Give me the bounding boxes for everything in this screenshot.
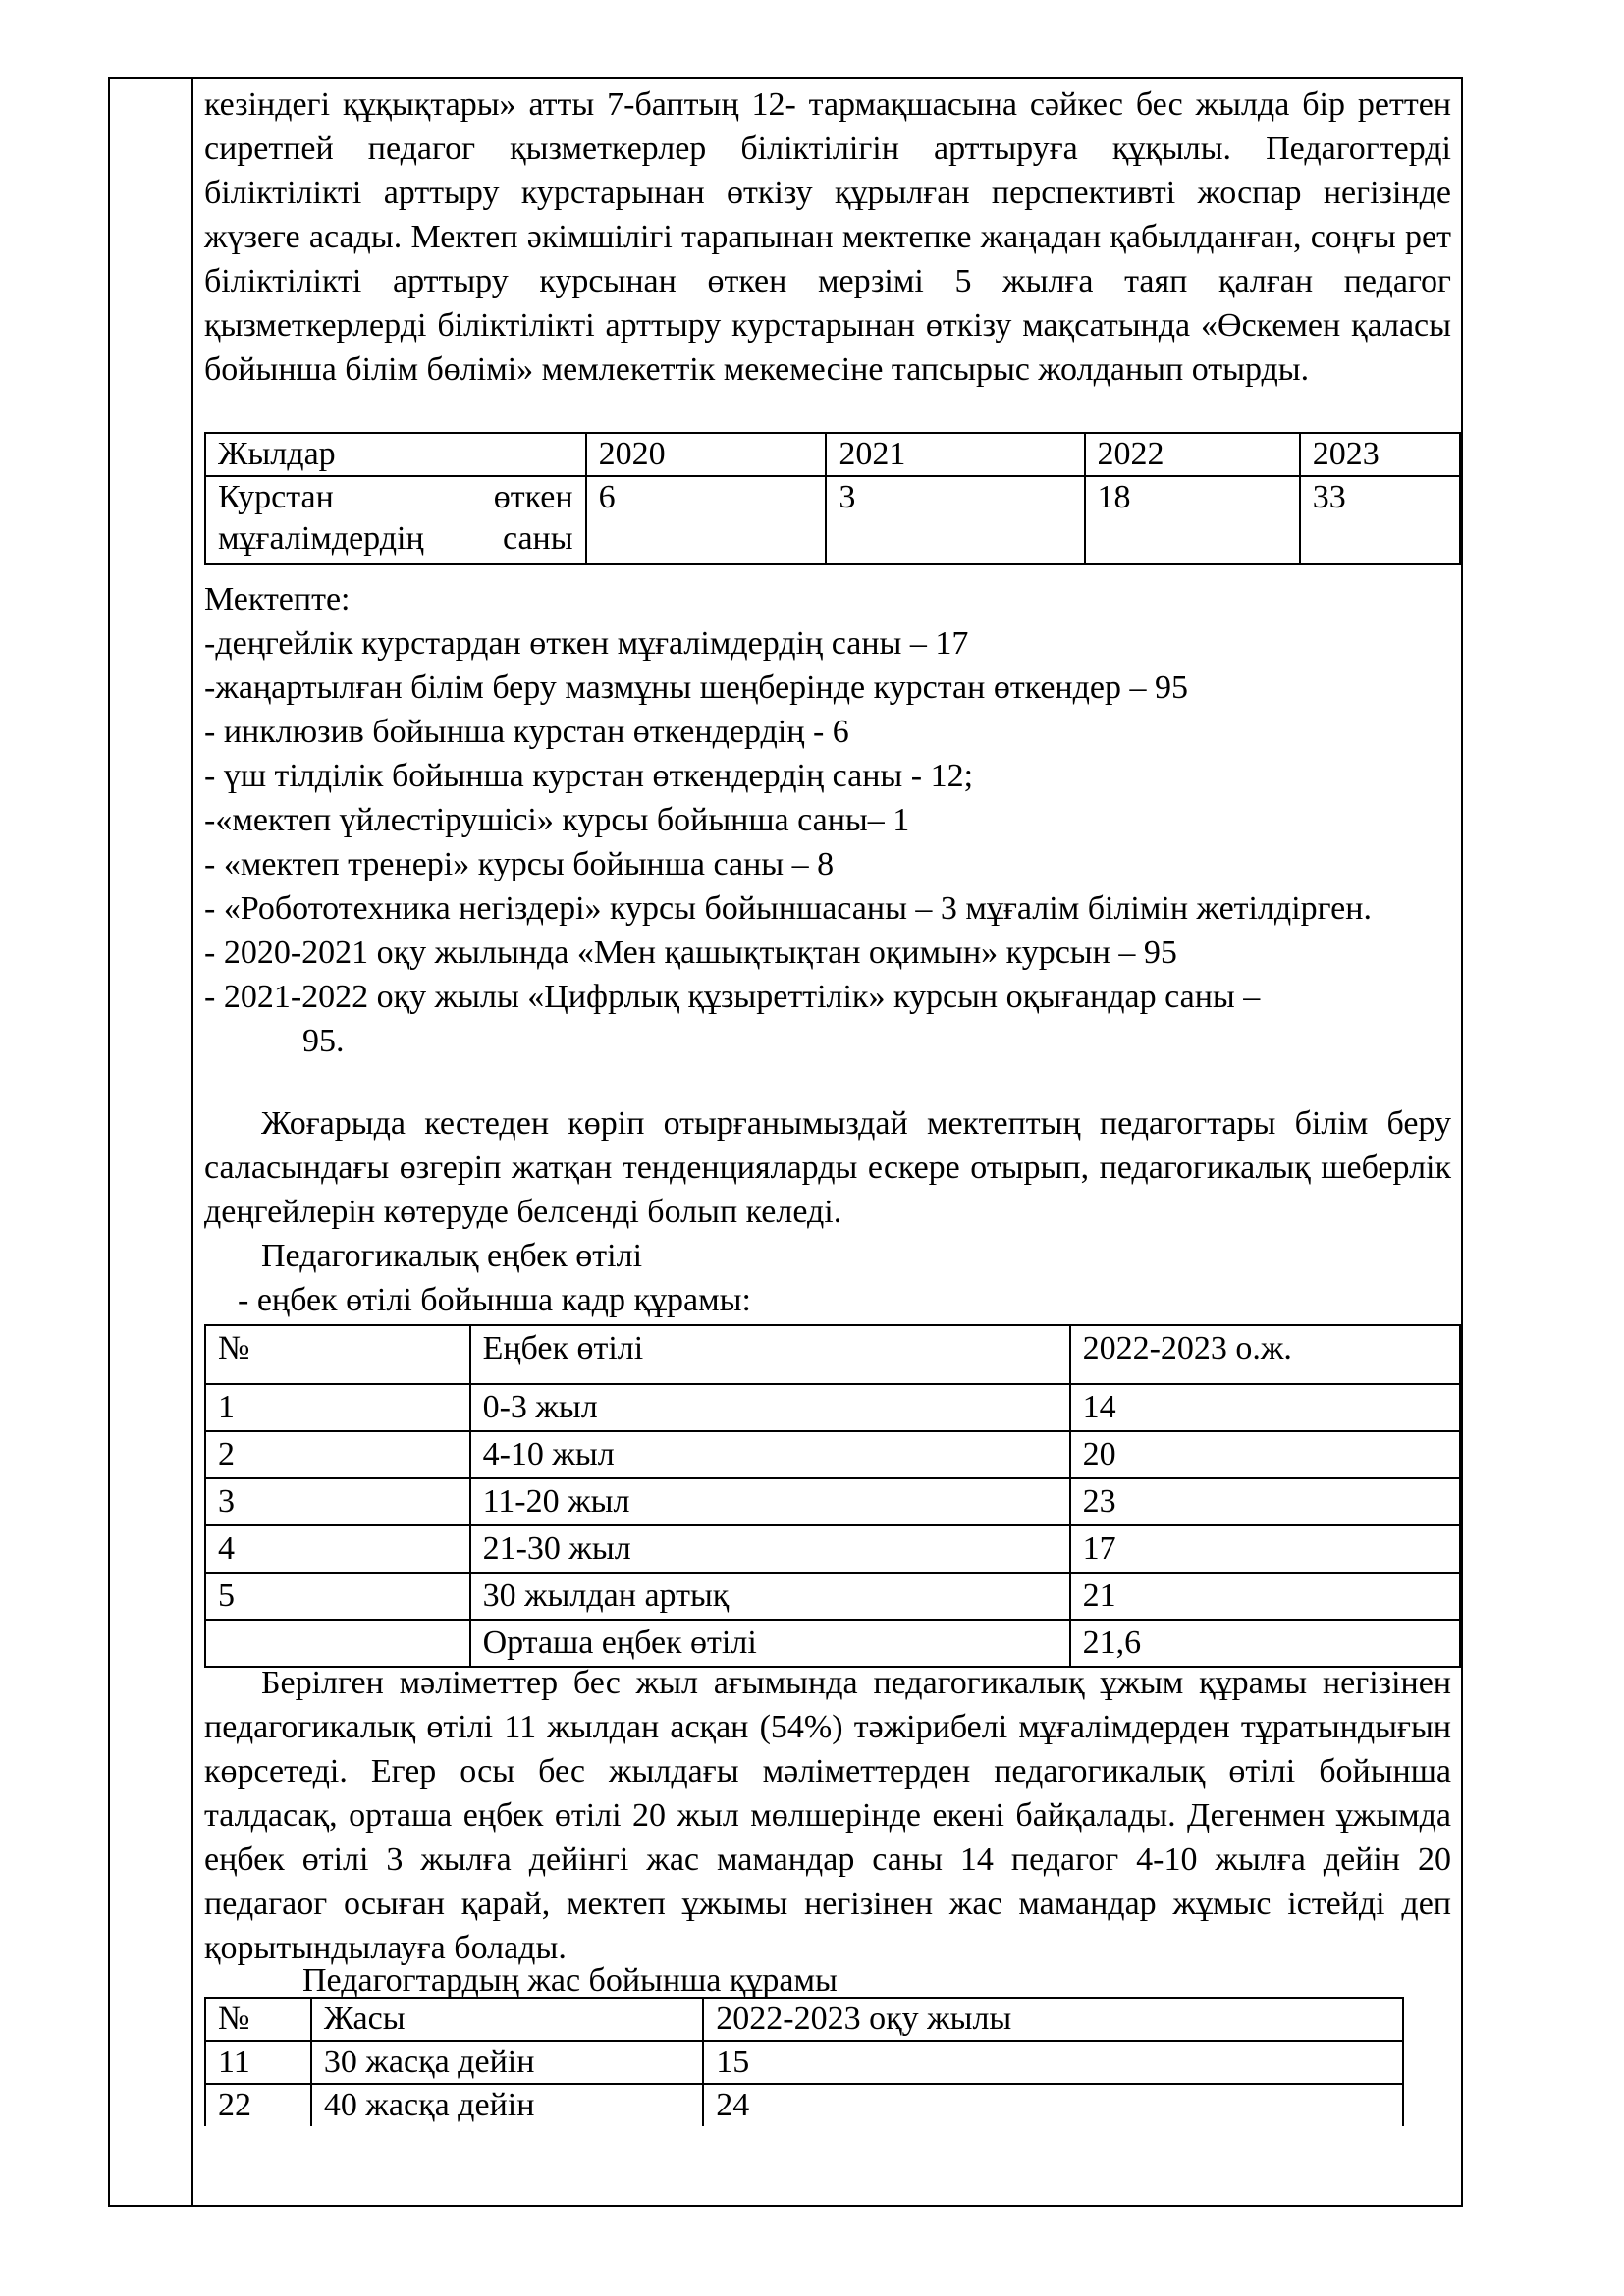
summary-section [204, 1101, 1451, 1322]
table-row [205, 1431, 1460, 1478]
table-cell: 5 [205, 1573, 470, 1620]
table-cell: 20 [1070, 1431, 1460, 1478]
school-stats-list [204, 577, 1451, 1063]
table-cell: 30 жылдан артық [470, 1573, 1070, 1620]
table-cell: 3 [205, 1478, 470, 1525]
table-cell: 15 [703, 2041, 1403, 2084]
table-cell: 23 [1070, 1478, 1460, 1525]
table-cell [205, 1620, 470, 1667]
table-cell: 4 [205, 1525, 470, 1573]
age-section-title: Педагогтардың жас бойынша құрамы [302, 1962, 838, 1999]
courses-header-cell: 2020 [586, 433, 827, 476]
table-row [205, 1478, 1460, 1525]
table-cell: 11-20 жыл [470, 1478, 1070, 1525]
table-cell: 30 жасқа дейін [311, 2041, 703, 2084]
list-item: -жаңартылған білім беру мазмұны шеңберінде курстан өткендер – 95 [204, 669, 1189, 706]
table-row [205, 2084, 1403, 2126]
table-row [205, 2041, 1403, 2084]
courses-header-cell: 2022 [1085, 433, 1300, 476]
table-cell: 21 [1070, 1573, 1460, 1620]
experience-header-cell: № [205, 1325, 470, 1384]
age-header-cell: 2022-2023 оқу жылы [703, 1998, 1403, 2041]
courses-value-cell: 18 [1085, 476, 1300, 564]
list-item: - «мектеп тренері» курсы бойынша саны – 8 [204, 846, 835, 882]
list-item: - 2020-2021 оқу жылында «Мен қашықтықтан оқимын» курсын – 95 [204, 934, 1177, 971]
age-table-header [205, 1998, 1403, 2041]
table-cell: 4-10 жыл [470, 1431, 1070, 1478]
list-heading: Мектепте: [204, 581, 351, 617]
courses-header-cell: 2021 [826, 433, 1084, 476]
courses-table-row [205, 476, 1460, 564]
list-item: 95. [302, 1023, 345, 1059]
table-cell: 21-30 жыл [470, 1525, 1070, 1573]
courses-value-cell: 6 [586, 476, 827, 564]
table-cell: 14 [1070, 1384, 1460, 1431]
intro-section [204, 82, 1451, 392]
table-cell: 40 жасқа дейін [311, 2084, 703, 2126]
intro-paragraph: кезіндегі құқықтары» атты 7-баптың 12- тармақшасына сәйкес бес жылда бір реттен сиретпей педагог қызметкерлер біліктілігін арттыруға құқылы. Педагогтерді біліктілікті арттыру курстарынан өткізу құрылған перспективті жоспар негізінде жүзеге асады. Мектеп әкімшілігі тарапынан мектепке жаңадан қабылданған, соңғы рет біліктілікті арттыру курсынан өткен мерзімі 5 жылға таяп қалған педагог қызметкерлерді біліктілікті арттыру курстарынан өткізу мақсатында «Өскемен қаласы бойынша білім бөлімі» мемлекеттік мекемесіне тапсырыс жолданып отырды. [204, 86, 1451, 388]
courses-table [204, 432, 1461, 565]
table-row [205, 1573, 1460, 1620]
experience-table [204, 1324, 1461, 1668]
experience-header-cell: 2022-2023 о.ж. [1070, 1325, 1460, 1384]
table-cell: 0-3 жыл [470, 1384, 1070, 1431]
table-cell: 22 [205, 2084, 311, 2126]
analysis-section [204, 1661, 1451, 1970]
table-cell: 17 [1070, 1525, 1460, 1573]
courses-header-cell: Жылдар [205, 433, 586, 476]
experience-title: Педагогикалық еңбек өтілі [261, 1238, 643, 1274]
age-table [204, 1997, 1404, 2126]
table-cell: 2 [205, 1431, 470, 1478]
list-item: - «Робототехника негіздері» курсы бойыншасаны – 3 мұғалім білімін жетілдірген. [204, 890, 1372, 927]
left-column-divider [191, 77, 193, 2207]
experience-table-header [205, 1325, 1460, 1384]
list-item: - 2021-2022 оқу жылы «Цифрлық құзыреттілік» курсын оқығандар саны – [204, 979, 1261, 1015]
analysis-paragraph: Берілген мәліметтер бес жыл ағымында педагогикалық ұжым құрамы негізінен педагогикалық өтілі 11 жылдан асқан (54%) тәжірибелі мұғалімдерден тұратындығын көрсетеді. Егер осы бес жылдағы мәліметтерден педагогикалық өтілі бойынша талдасақ, орташа еңбек өтілі 20 жыл мөлшерінде екені байқалады. Дегенмен ұжымда еңбек өтілі 3 жылға дейінгі жас мамандар саны 14 педагог 4-10 жылға дейін 20 педагаог осыған қарай, мектеп ұжымы негізінен жас мамандар жұмыс істейді деп қорытындылауға болады. [204, 1665, 1451, 1966]
table-row [205, 1384, 1460, 1431]
list-item: -деңгейлік курстардан өткен мұғалімдердің саны – 17 [204, 625, 969, 662]
page-frame-bottom [108, 2205, 1463, 2207]
courses-table-header [205, 433, 1460, 476]
list-item: - инклюзив бойынша курстан өткендердің - 6 [204, 714, 849, 750]
experience-header-cell: Еңбек өтілі [470, 1325, 1070, 1384]
courses-value-cell: 33 [1300, 476, 1460, 564]
courses-value-cell: 3 [826, 476, 1084, 564]
courses-row-label: Курстан өткен мұғалімдердің саны [205, 476, 586, 564]
summary-paragraph: Жоғарыда кестеден көріп отырғанымыздай мектептың педагогтары білім беру саласындағы өзгеріп жатқан тенденцияларды ескере отырып, педагогикалық шеберлік деңгейлерін көтеруде белсенді болып келеді. [204, 1105, 1451, 1230]
age-header-cell: № [205, 1998, 311, 2041]
table-cell: 24 [703, 2084, 1403, 2126]
table-row [205, 1525, 1460, 1573]
list-item: - үш тілділік бойынша курстан өткендердің саны - 12; [204, 758, 974, 794]
age-header-cell: Жасы [311, 1998, 703, 2041]
table-cell: 11 [205, 2041, 311, 2084]
table-row [205, 1620, 1460, 1667]
table-cell: 1 [205, 1384, 470, 1431]
table-cell: 21,6 [1070, 1620, 1460, 1667]
courses-header-cell: 2023 [1300, 433, 1460, 476]
table-cell: Орташа еңбек өтілі [470, 1620, 1070, 1667]
experience-subtitle: - еңбек өтілі бойынша кадр құрамы: [238, 1282, 751, 1318]
list-item: -«мектеп үйлестірушісі» курсы бойынша саны– 1 [204, 802, 910, 838]
